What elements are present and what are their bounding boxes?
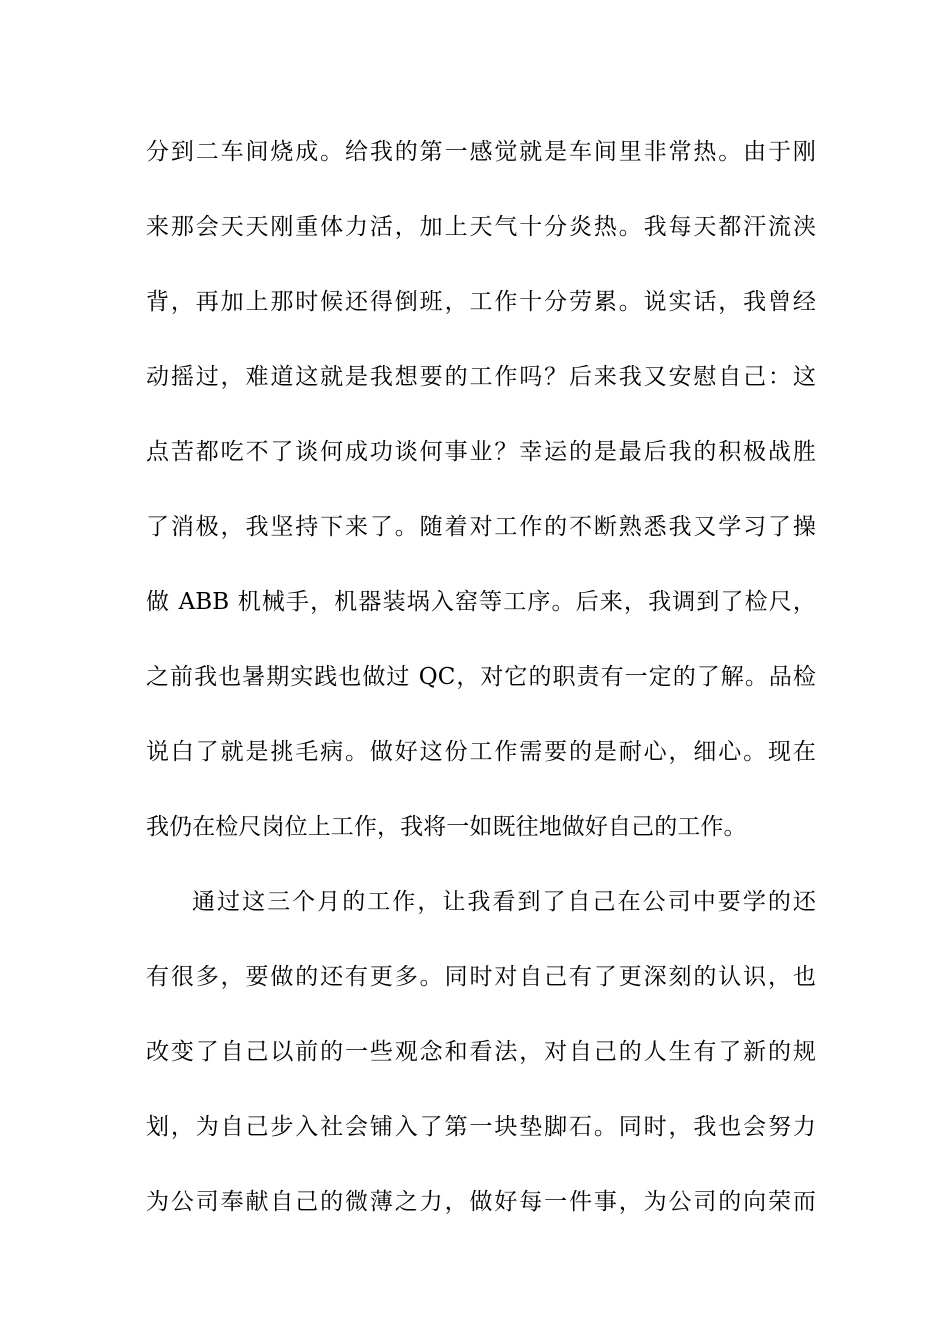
paragraph-1-line-8: 之前我也暑期实践也做过 QC，对它的职责有一定的了解。品检 bbox=[146, 664, 816, 690]
paragraph-1-line-6: 了消极，我坚持下来了。随着对工作的不断熟悉我又学习了操 bbox=[146, 514, 816, 540]
paragraph-1-line-9: 说白了就是挑毛病。做好这份工作需要的是耐心，细心。现在 bbox=[146, 739, 816, 765]
paragraph-2-line-1: 通过这三个月的工作，让我看到了自己在公司中要学的还 bbox=[192, 889, 816, 915]
paragraph-1-line-10: 我仍在检尺岗位上工作，我将一如既往地做好自己的工作。 bbox=[146, 814, 747, 840]
paragraph-2-line-4: 划，为自己步入社会铺入了第一块垫脚石。同时，我也会努力 bbox=[146, 1114, 816, 1140]
paragraph-2-line-5: 为公司奉献自己的微薄之力，做好每一件事，为公司的向荣而 bbox=[146, 1189, 816, 1215]
paragraph-1-line-5: 点苦都吃不了谈何成功谈何事业？幸运的是最后我的积极战胜 bbox=[146, 439, 816, 465]
paragraph-1-line-1: 分到二车间烧成。给我的第一感觉就是车间里非常热。由于刚 bbox=[146, 139, 816, 165]
paragraph-1-line-4: 动摇过，难道这就是我想要的工作吗？后来我又安慰自己：这 bbox=[146, 364, 816, 390]
paragraph-1-line-7: 做 ABB 机械手，机器装埚入窑等工序。后来，我调到了检尺， bbox=[146, 589, 816, 615]
paragraph-1-line-2: 来那会天天刚重体力活，加上天气十分炎热。我每天都汗流浃 bbox=[146, 214, 816, 240]
paragraph-2-line-3: 改变了自己以前的一些观念和看法，对自己的人生有了新的规 bbox=[146, 1039, 816, 1065]
paragraph-1-line-3: 背，再加上那时候还得倒班，工作十分劳累。说实话，我曾经 bbox=[146, 289, 816, 315]
paragraph-2-line-2: 有很多，要做的还有更多。同时对自己有了更深刻的认识，也 bbox=[146, 964, 816, 990]
